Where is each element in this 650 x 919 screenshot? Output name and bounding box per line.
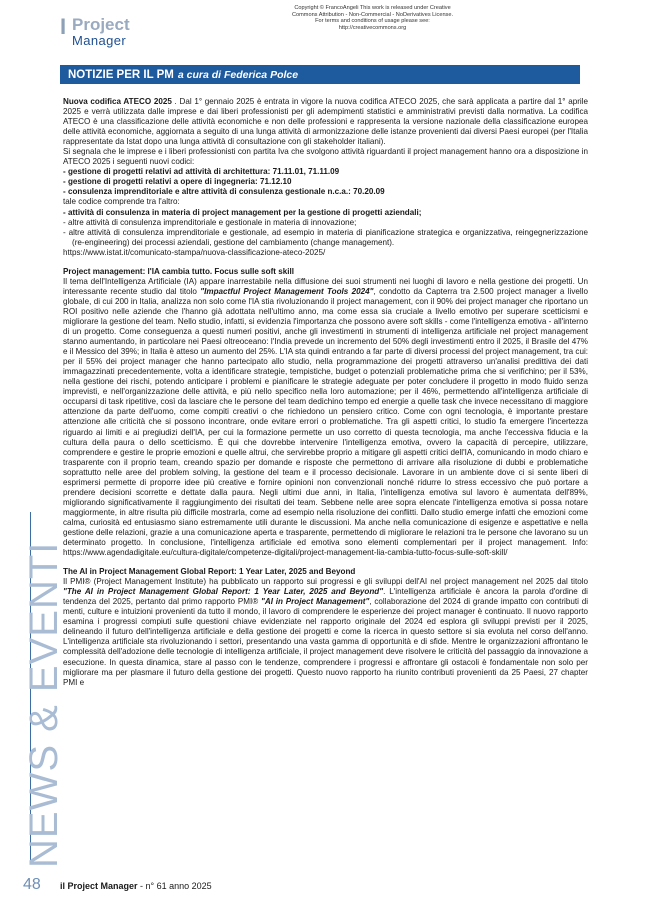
logo-word-manager: Manager <box>72 33 127 48</box>
includes-item: - altre attività di consulenza imprenditoriale e gestionale, ad esempio in materia di pianificazione strategica e organizzativa, reingegnerizzazione (re-engineering) dei processi aziendali, gestione del cambiamento (change management). <box>63 227 588 247</box>
magazine-name: il Project Manager <box>60 881 138 891</box>
article3-title: The AI in Project Management Global Report: 1 Year Later, 2025 and Beyond <box>63 567 356 577</box>
article3-paragraph: Il PMI® (Project Management Institute) ha pubblicato un rapporto sui progressi e gli sviluppi dell'AI nel project management nel 2025 dal titolo "The AI in Project Management Global Report: 1 Year Later, 2025 and Beyond". L'intelligenza artificiale è ancora la parola d'ordine di tendenza del 2025, pertanto dal primo rapporto PMI® "AI in Project Management", collaborazione del 2024 di grande impatto con contributi di menti, culture e intuizioni provenienti da tutto il mondo, il lavoro di comprendere le esperienze dei project manager è continuato. Il nuovo rapporto esamina i progressi compiuti sulle questioni chiave evidenziate nel rapporto originale del 2024 ed esplora gli sviluppi previsti per il 2025, delineando il futuro dell'intelligenza artificiale e della gestione dei progetti e come la ricerca in questo settore si sia evoluta nel corso dell'anno. L'intelligenza artificiale sta rivoluzionando i settori, presentando una vasta gamma di opportunità e di sfide. Mentre le organizzazioni affrontano le complessità dell'adozione delle tecnologie di intelligenza artificiale, il project management deve risolvere le criticità del passaggio da innovazione a esecuzione. In questa dinamica, stare al passo con le tendenze, comprendere i progressi e affrontare gli ostacoli è fondamentale non solo per migliorare ma per plasmare il futuro della gestione dei progetti. Questo nuovo rapporto ha riunito contributi provenienti da 25 Paesi, 27 chapter PMI e <box>63 577 588 687</box>
study-title: "Impactful Project Management Tools 2024" <box>200 286 374 296</box>
article1-paragraph: Nuova codifica ATECO 2025 . Dal 1° gennaio 2025 è entrata in vigore la nuova codifica ATECO 2025, che sarà applicata a partire dal 1° aprile 2025 e verrà utilizzata dalle imprese e dai liberi professionisti per gli adempimenti statistici e amministrativi previsti dalla normativa. La codifica ATECO è una classificazione delle attività economiche e non delle professioni e rappresenta la versione nazionale della classificazione europea delle attività economiche, aggiornata a seguito di una lunga attività di armonizzazione delle istanze provenienti dai diversi Paesi europei (per l'Italia rappresentate da Istat dopo una lunga attività di consultazione con gli stakeholder italiani). <box>63 97 588 147</box>
ateco-code-item: - gestione di progetti relativi a opere di ingegneria: 71.12.10 <box>63 177 292 187</box>
report2-title: "AI in Project Management" <box>261 597 370 607</box>
section-banner <box>60 65 580 84</box>
report-title: "The AI in Project Management Global Report: 1 Year Later, 2025 and Beyond" <box>63 587 384 597</box>
article-body <box>63 97 588 688</box>
includes-item: - altre attività di consulenza imprenditoriale e gestionale in materia di innovazione; <box>63 217 357 227</box>
section-side-label: NEWS & EVENTI <box>22 541 66 868</box>
ateco-code-item: - gestione di progetti relativi ad attività di architettura: 71.11.01, 71.11.09 <box>63 167 340 177</box>
article2-title: Project management: l'IA cambia tutto. Focus sulle soft skill <box>63 266 294 276</box>
article1-link[interactable]: https://www.istat.it/comunicato-stampa/nuova-classificazione-ateco-2025/ <box>63 247 326 257</box>
ateco-code-item: - consulenza imprenditoriale e altre attività di consulenza gestionale n.c.a.: 70.20.09 <box>63 187 385 197</box>
magazine-logo <box>60 14 170 48</box>
logo-p-glyph: I <box>60 14 66 39</box>
article1-title: Nuova codifica ATECO 2025 <box>63 97 172 106</box>
article2-paragraph: Il tema dell'Intelligenza Artificiale (IA) appare inarrestabile nella diffusione dei suoi strumenti nei luoghi di lavoro e nella gestione dei progetti. Un interessante recente studio dal titolo "Impactful Project Management Tools 2024", condotto da Capterra tra 2.500 project manager a livello globale, di cui 200 in Italia, analizza non solo come l'IA stia rivoluzionando il project management, con il 90% dei project manager che riportano un ROI positivo nelle aziende che l'hanno già adottata nell'ultimo anno, ma come essa sia cruciale a livello emotivo per superare scetticismi e migliorare la gestione del team. Nello studio, infatti, si evidenzia l'importanza che possono avere soft skills - come l'intelligenza emotiva - all'interno di un progetto. Come conseguenza a questi numeri positivi, anche gli investimenti in strumenti di intelligenza artificiale nel project management stanno aumentando, in particolare nei Paesi oltreoceano: l'India prevede un incremento del 50% degli investimenti entro il 2025, il Brasile del 47% e il Messico del 39%; in Italia è atteso un aumento del 25%. L'IA sta quindi entrando a far parte di diversi processi del project management, tra cui: per il 55% dei project manager che hanno partecipato allo studio, nella programmazione dei progetti attraverso un'analisi predittiva dei dati immagazzinati precedentemente, volta a identificare strategie, tempistiche, budget o potenziali problematiche prima che si verifichino; per il 53%, nella gestione dei rischi, potendo anticipare i problemi e pianificare le strategie adeguate per poter concludere il progetto in modo fluido senza imprevisti, e nell'organizzazione delle attività, e più nello specifico nella loro automazione; per il 46%, permettendo all'intelligenza artificiale di occuparsi di task ripetitive, così da lasciare che le persone del team dedichino tempo ed energie a quelle task che invece necessitano di maggiore attenzione da parte dell'uomo, come compiti creativi o che richiedono un pensiero critico. Come con ogni tecnologia, è importante prestare attenzione alle criticità che si possono incontrare, onde evitare errori o problematiche. Tra gli aspetti critici, lo studio fa emergere l'incertezza riguardo ai limiti e ai pregiudizi dell'IA, per cui la formazione permette un uso corretto di questa tecnologia, ma anche l'eccessiva fiducia e la cultura della paura o dello scetticismo. È qui che dovrebbe intervenire l'intelligenza emotiva, ovvero la capacità di percepire, utilizzare, comprendere e gestire le proprie emozioni e quelle altrui, che servirebbe proprio a mitigare gli aspetti critici dell'IA, comunicando in modo chiaro e trasparente con il proprio team, creando spazio per domande e risposte che permettono di arrivare alla risoluzione di dubbi e problematiche soprattutto nelle aree del problem solving, la gestione del team e il processo decisionale. Lavorare in un ambiente dove ci si sente liberi di esprimersi permette di proporre idee più creative e fornire opinioni non convenzionali nonché ridurre lo stress eccessivo che può portare a prendere decisioni scorrette e dettate dalla paura. Negli ultimi due anni, in Italia, l'intelligenza emotiva sul lavoro è aumentata dell'89%, migliorando significativamente il raggiungimento dei risultati dei team. Sebbene nelle aree sopra elencate l'intelligenza emotiva si possa notare maggiormente, in altre risulta più difficile mostrarla, come ad esempio nella risoluzione dei conflitti. Dallo studio emerge infatti che emozioni come calma, curiosità ed entusiasmo siano estremamente utili durante le discussioni. Ma anche nella comunicazione di esigenze e aspettative e nella gestione delle relazioni, grazie a una comunicazione aperta e trasparente, permettendo di migliorare le relazioni tra le persone che lavorano su un determinato progetto. In conclusione, l'intelligenza artificiale ed emotiva sono elementi complementari per il project management. Info: https://www.agendadigitale.eu/cultura-digitale/competenze-digitali/project-management-lia-cambia-tutto-focus-sulle-soft-skill/ <box>63 276 589 558</box>
page-number: 48 <box>23 876 41 893</box>
section-title: NOTIZIE PER IL PM <box>68 68 174 81</box>
page-footer <box>60 881 212 891</box>
includes-item-bold: - attività di consulenza in materia di project management per la gestione di progetti aziendali; <box>63 207 422 217</box>
logo-word-project: Project <box>72 15 130 34</box>
article1-paragraph-2: Si segnala che le imprese e i liberi professionisti con partita Iva che svolgono attività riguardanti il project management hanno ora a disposizione in ATECO 2025 i seguenti nuovi codici: <box>63 147 588 167</box>
issue-info: - n° 61 anno 2025 <box>137 881 212 891</box>
article1-paragraph-3: tale codice comprende tra l'altro: <box>63 197 180 207</box>
copyright-notice: Copyright © FrancoAngeli This work is released under Creative Commons Attribution - Non-Commercial - NoDerivatives License. For terms and conditions of usage please see: http://creativecommons.org <box>291 5 454 31</box>
section-byline: a cura di Federica Polce <box>177 68 299 81</box>
